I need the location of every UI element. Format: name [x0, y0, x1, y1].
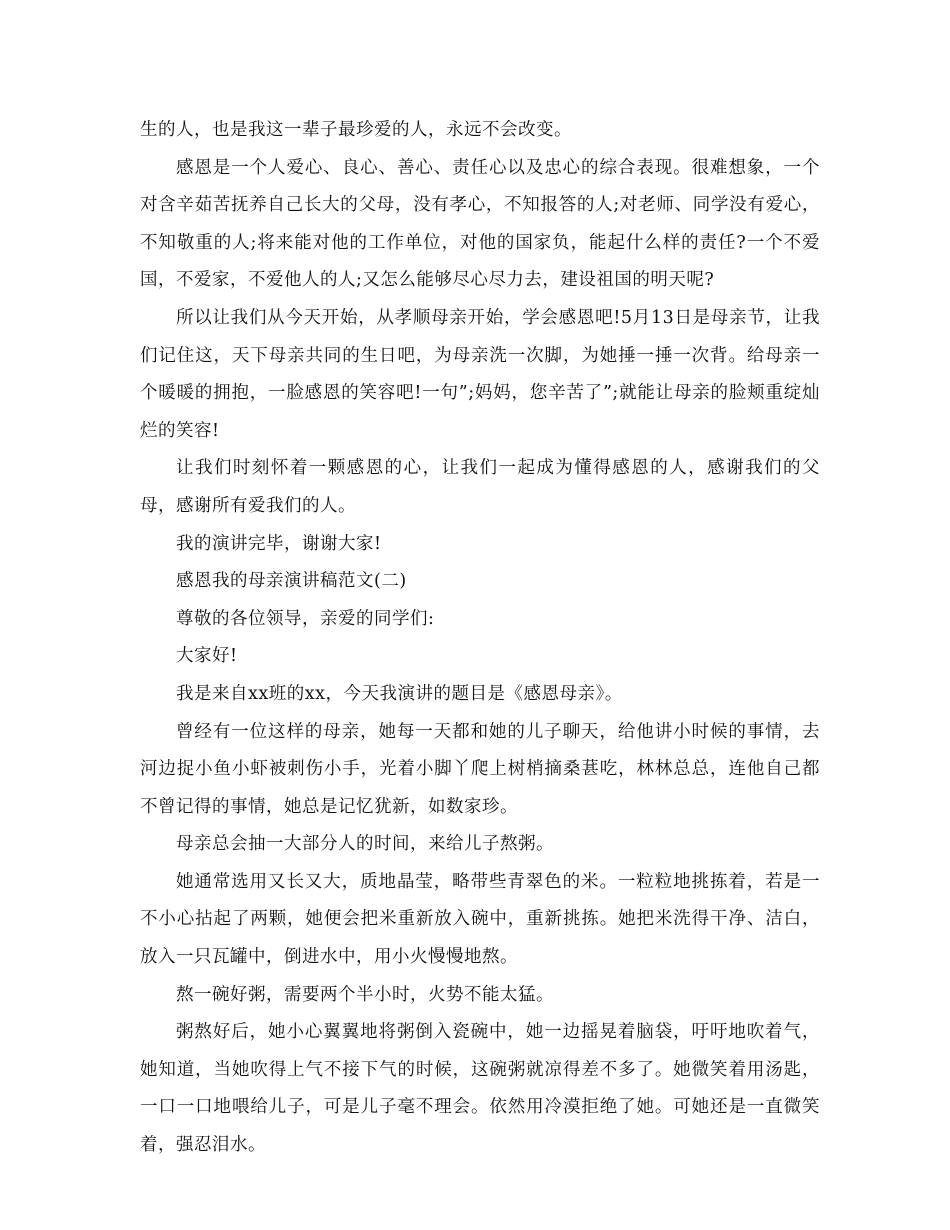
paragraph-2: 感恩是一个人爱心、良心、善心、责任心以及忠心的综合表现。很难想象，一个对含辛茹苦抚养自己长大的父母，没有孝心，不知报答的人;对老师、同学没有爱心，不知敬重的人;将来能对他的工作单位，对他的国家负，能起什么样的责任?一个不爱国，不爱家，不爱他人的人;又怎么能够尽心尽力去，建设祖国的明天呢? [140, 157, 820, 291]
paragraph-11: 母亲总会抽一大部分人的时间，来给儿子熬粥。 [176, 834, 554, 855]
salutation: 尊敬的各位领导，亲爱的同学们: [176, 608, 435, 629]
paragraph-10: 曾经有一位这样的母亲，她每一天都和她的儿子聊天，给他讲小时候的事情，去河边捉小鱼小虾被刺伤小手，光着小脚丫爬上树梢摘桑葚吃，林林总总，连他自己都不曾记得的事情，她总是记忆犹新，如数家珍。 [140, 721, 820, 817]
document-body [140, 112, 820, 1165]
paragraph-4: 让我们时刻怀着一颗感恩的心，让我们一起成为懂得感恩的人，感谢我们的父母，感谢所有爱我们的人。 [140, 458, 820, 516]
paragraph-3: 所以让我们从今天开始，从孝顺母亲开始，学会感恩吧!5月13日是母亲节，让我们记住这，天下母亲共同的生日吧，为母亲洗一次脚，为她捶一捶一次背。给母亲一个暖暖的拥抱，一脸感恩的笑容吧!一句”;妈妈，您辛苦了”;就能让母亲的脸颊重绽灿烂的笑容! [140, 307, 820, 441]
paragraph-14: 粥熬好后，她小心翼翼地将粥倒入瓷碗中，她一边摇晃着脑袋，吁吁地吹着气，她知道，当她吹得上气不接下气的时候，这碗粥就凉得差不多了。她微笑着用汤匙，一口一口地喂给儿子，可是儿子毫不理会。依然用冷漠拒绝了她。可她还是一直微笑着，强忍泪水。 [140, 1022, 820, 1156]
paragraph-5: 我的演讲完毕，谢谢大家! [176, 533, 382, 554]
greeting: 大家好! [176, 646, 238, 667]
paragraph-introduction: 我是来自xx班的xx，今天我演讲的题目是《感恩母亲》。 [176, 683, 623, 704]
section-heading: 感恩我的母亲演讲稿范文(二) [176, 571, 407, 592]
paragraph-1: 生的人，也是我这一辈子最珍爱的人，永远不会改变。 [140, 120, 572, 140]
paragraph-13: 熬一碗好粥，需要两个半小时，火势不能太猛。 [176, 984, 554, 1005]
paragraph-12: 她通常选用又长又大，质地晶莹，略带些青翠色的米。一粒粒地挑拣着，若是一不小心拈起了两颗，她便会把米重新放入碗中，重新挑拣。她把米洗得干净、洁白，放入一只瓦罐中，倒进水中，用小火慢慢地熬。 [140, 871, 820, 968]
